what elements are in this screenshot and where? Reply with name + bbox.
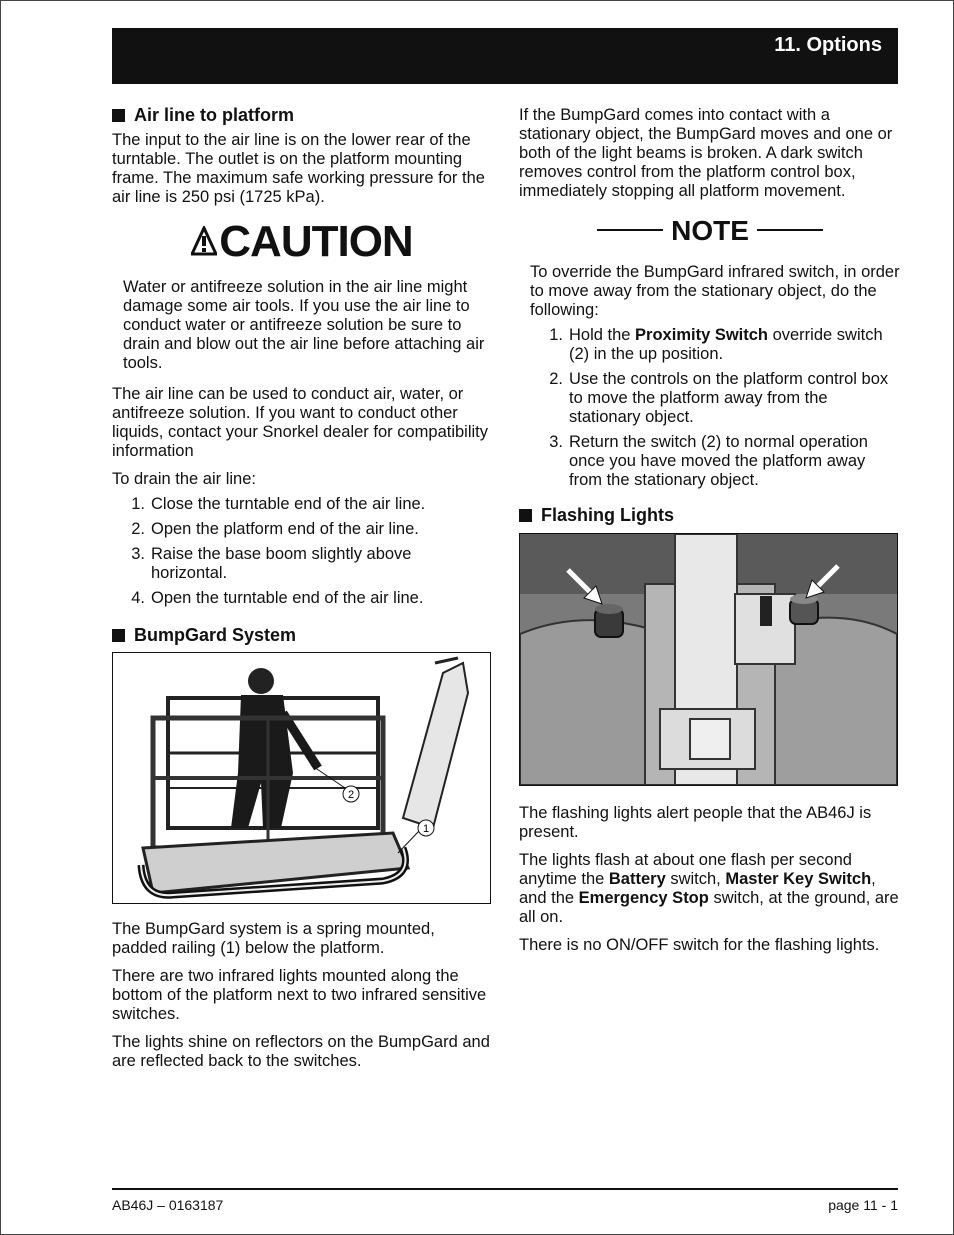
list-item: 1. Hold the Proximity Switch override switch (2) in the up position.: [549, 326, 883, 363]
caution-text: Water or antifreeze solution in the air line might damage some air tools. If you use the air line to conduct water or antifreeze solution be sure to drain and blow out the air line before attaching air tools.: [123, 278, 485, 372]
left-column: [112, 106, 492, 1080]
air-line-usage: The air line can be used to conduct air, water, or antifreeze solution. If you want to conduct other liquids, contact your Snorkel dealer for compatibility information: [112, 385, 489, 460]
master-key-switch-term: Master Key Switch: [725, 870, 872, 888]
note-steps: [530, 326, 901, 490]
caution-banner: [112, 216, 492, 266]
note-banner: [519, 215, 901, 245]
right-column: [519, 106, 901, 964]
callout-2-label: 2: [347, 789, 355, 801]
callout-1-label: 1: [422, 823, 430, 835]
bumpgard-figure: [112, 652, 491, 904]
note-label: NOTE: [671, 214, 749, 246]
list-item: 1. Close the turntable end of the air line.: [131, 495, 426, 513]
note-body: [519, 263, 901, 490]
battery-term: Battery: [608, 870, 666, 888]
air-line-intro: The input to the air line is on the lower rear of the turntable. The outlet is on the platform mounting frame. The maximum safe working pressure for the air line is 250 psi (1725 kPa).: [112, 131, 485, 206]
caution-label: CAUTION: [219, 216, 413, 266]
list-item: 3. Return the switch (2) to normal operation once you have moved the platform away from the stationary object.: [549, 433, 868, 489]
flashing-p2: The lights flash at about one flash per second anytime the Battery switch, Master Key Switch, and the Emergency Stop switch, at the ground, are all on.: [519, 851, 899, 926]
flashing-lights-illustration: [520, 534, 897, 785]
list-item: 3. Raise the base boom slightly above horizontal.: [131, 545, 412, 582]
list-item: 2. Open the platform end of the air line.: [131, 520, 419, 538]
footer-rule: [112, 1188, 898, 1190]
bumpgard-p3: The lights shine on reflectors on the BumpGard and are reflected back to the switches.: [112, 1033, 490, 1070]
flashing-lights-heading: Flashing Lights: [519, 506, 901, 525]
bumpgard-p4: If the BumpGard comes into contact with a stationary object, the BumpGard moves and one or both of the light beams is broken. A dark switch removes control from the platform control box, immediately stopping all platform movement.: [519, 106, 893, 200]
emergency-stop-term: Emergency Stop: [578, 889, 709, 907]
platform-illustration: [113, 653, 490, 903]
flashing-p1: The flashing lights alert people that the AB46J is present.: [519, 804, 872, 841]
flashing-p3: There is no ON/OFF switch for the flashing lights.: [519, 936, 880, 954]
drain-intro: To drain the air line:: [112, 470, 256, 488]
drain-steps: [112, 495, 492, 608]
warning-triangle-icon: [191, 226, 217, 256]
bullet-square-icon: [519, 509, 532, 522]
footer-page-number: page 11 - 1: [828, 1197, 898, 1213]
note-intro: To override the BumpGard infrared switch, in order to move away from the stationary object, do the following:: [530, 263, 900, 319]
bumpgard-p1: The BumpGard system is a spring mounted, padded railing (1) below the platform.: [112, 920, 435, 957]
bullet-square-icon: [112, 629, 125, 642]
list-item: 2. Use the controls on the platform control box to move the platform away from the stationary object.: [549, 370, 889, 426]
section-header: [112, 28, 898, 84]
bumpgard-heading: BumpGard System: [112, 626, 492, 645]
bumpgard-p2: There are two infrared lights mounted along the bottom of the platform next to two infrared sensitive switches.: [112, 967, 487, 1023]
air-line-heading: Air line to platform: [112, 106, 492, 125]
flashing-lights-photo: [519, 533, 898, 786]
footer-doc-id: AB46J – 0163187: [112, 1197, 224, 1213]
list-item: 4. Open the turntable end of the air line.: [131, 589, 424, 607]
proximity-switch-term: Proximity Switch: [635, 326, 768, 344]
note-rule-right: [757, 229, 823, 231]
note-rule-left: [597, 229, 663, 231]
bullet-square-icon: [112, 109, 125, 122]
section-title: 11. Options: [774, 34, 882, 56]
